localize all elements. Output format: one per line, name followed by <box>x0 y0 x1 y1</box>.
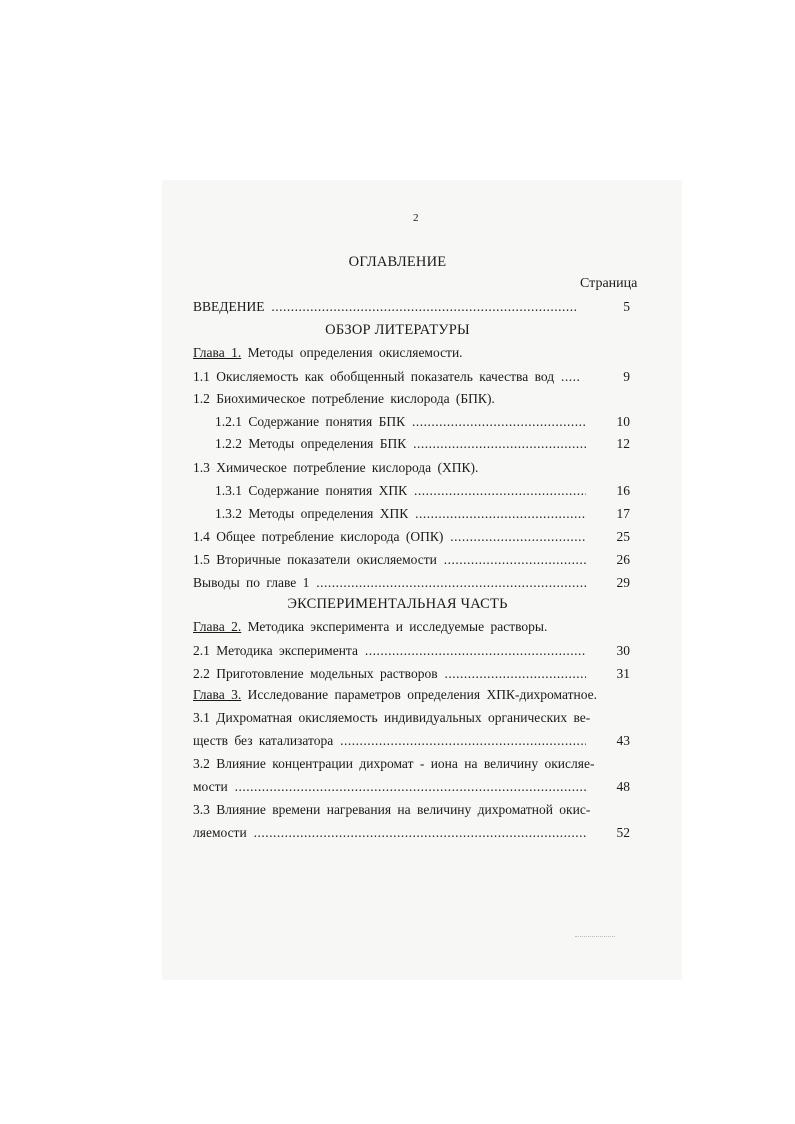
chapter-2-heading[interactable] <box>193 619 547 635</box>
chapter-prefix: Глава 3. <box>193 687 242 702</box>
section-heading-experimental: ЭКСПЕРИМЕНТАЛЬНАЯ ЧАСТЬ <box>287 596 508 612</box>
toc-entry-label: 3.1 Дихроматная окисляемость индивидуальных органических ве- <box>193 710 591 725</box>
toc-entry-label: 2.1 Методика эксперимента ..... <box>193 643 586 659</box>
toc-entry-label: 1.4 Общее потребление кислорода (ОПК) ..... <box>193 529 586 545</box>
toc-entry-line2[interactable] <box>0 733 795 751</box>
toc-entry[interactable] <box>0 369 795 387</box>
toc-entry-label: 1.2 Биохимическое потребление кислорода (БПК). <box>193 391 495 406</box>
chapter-title: Исследование параметров определения ХПК-дихроматное. <box>247 687 598 702</box>
toc-entry-page: 43 <box>616 733 630 748</box>
toc-entry-page: 30 <box>616 643 630 658</box>
toc-entry-page: 31 <box>616 666 630 681</box>
toc-entry-page: 10 <box>616 414 630 429</box>
toc-entry-page: 48 <box>616 779 630 794</box>
toc-entry-label: 1.5 Вторичные показатели окисляемости ..... <box>193 552 586 568</box>
toc-entry[interactable] <box>0 414 795 432</box>
page-column-label: Страница <box>580 276 638 291</box>
toc-entry-line2[interactable] <box>0 779 795 797</box>
toc-entry-intro[interactable] <box>0 299 795 317</box>
chapter-prefix: Глава 1. <box>193 345 242 360</box>
toc-entry-label: 3.3 Влияние времени нагревания на величину дихроматной окис- <box>193 802 591 817</box>
chapter-title: Методы определения окисляемости. <box>247 345 463 360</box>
toc-title: ОГЛАВЛЕНИЕ <box>348 254 447 270</box>
toc-entry-label: 2.2 Приготовление модельных растворов ..... <box>193 666 586 682</box>
toc-entry-label: ляемости ..... <box>193 825 586 841</box>
toc-entry-page: 16 <box>616 483 630 498</box>
toc-entry[interactable] <box>0 575 795 593</box>
chapter-title: Методика эксперимента и исследуемые растворы. <box>247 619 548 634</box>
chapter-prefix: Глава 2. <box>193 619 242 634</box>
toc-entry-page: 5 <box>623 299 630 314</box>
chapter-3-heading[interactable] <box>193 687 597 703</box>
toc-entry[interactable] <box>0 436 795 454</box>
toc-entry-page: 12 <box>616 436 630 451</box>
page-number: 2 <box>413 212 419 224</box>
toc-entry-page: 29 <box>616 575 630 590</box>
scan-smudge <box>575 936 615 943</box>
toc-entry[interactable] <box>0 529 795 547</box>
toc-entry[interactable] <box>0 460 795 478</box>
toc-entry[interactable] <box>0 391 795 409</box>
toc-entry[interactable] <box>0 552 795 570</box>
toc-entry-label: 1.1 Окисляемость как обобщенный показатель качества вод ..... <box>193 369 580 385</box>
chapter-1-heading[interactable] <box>193 345 463 361</box>
toc-entry-line1[interactable] <box>0 802 795 820</box>
toc-entry-line2[interactable] <box>0 825 795 843</box>
toc-entry[interactable] <box>0 506 795 524</box>
toc-entry-label: ществ без катализатора ..... <box>193 733 586 749</box>
toc-entry-label: Выводы по главе 1 ..... <box>193 575 586 591</box>
toc-entry-label: 1.2.2 Методы определения БПК ..... <box>215 436 586 452</box>
toc-entry[interactable] <box>0 483 795 501</box>
toc-entry-page: 9 <box>623 369 630 384</box>
toc-entry-line1[interactable] <box>0 756 795 774</box>
toc-entry-label: 1.3.2 Методы определения ХПК ..... <box>215 506 586 522</box>
section-heading-review: ОБЗОР ЛИТЕРАТУРЫ <box>325 322 470 338</box>
toc-entry-page: 52 <box>616 825 630 840</box>
toc-entry-page: 17 <box>616 506 630 521</box>
toc-entry-label: 1.3 Химическое потребление кислорода (ХПК). <box>193 460 479 475</box>
toc-entry-page: 25 <box>616 529 630 544</box>
toc-entry-label: 1.2.1 Содержание понятия БПК ..... <box>215 414 586 430</box>
toc-entry-label: ВВЕДЕНИЕ ..... <box>193 299 578 315</box>
toc-entry[interactable] <box>0 666 795 684</box>
toc-entry[interactable] <box>0 643 795 661</box>
toc-entry-page: 26 <box>616 552 630 567</box>
toc-entry-label: 1.3.1 Содержание понятия ХПК ..... <box>215 483 586 499</box>
toc-entry-line1[interactable] <box>0 710 795 728</box>
toc-entry-label: мости ..... <box>193 779 586 795</box>
toc-entry-label: 3.2 Влияние концентрации дихромат - иона на величину окисляе- <box>193 756 595 771</box>
